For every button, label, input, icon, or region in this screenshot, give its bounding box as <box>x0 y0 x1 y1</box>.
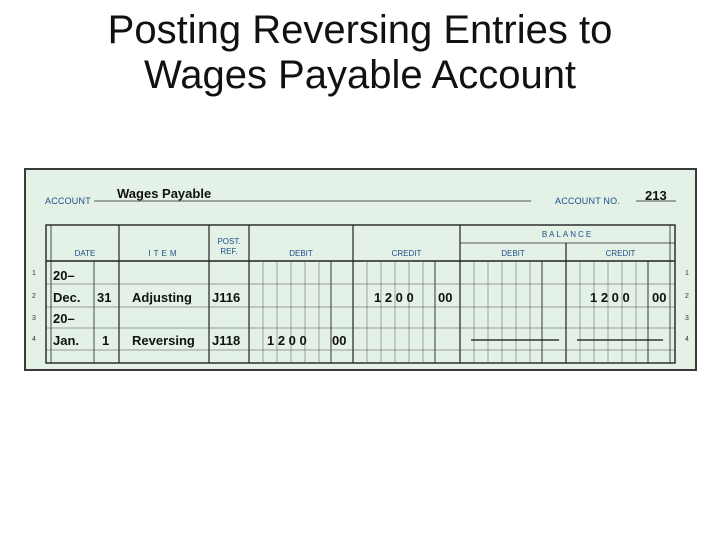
line-number-left: 3 <box>32 315 36 322</box>
row-2-credit: 1 2 0 0 <box>374 290 414 305</box>
header-item: ITEM <box>148 249 180 258</box>
line-number-left: 1 <box>32 270 36 277</box>
slide-title <box>0 8 720 98</box>
line-number-right: 3 <box>685 315 689 322</box>
header-balance-debit: DEBIT <box>501 249 525 258</box>
account-name: Wages Payable <box>117 186 212 201</box>
row-4-month: Jan. <box>53 333 80 348</box>
line-number-left: 2 <box>32 293 36 300</box>
row-4-ref: J118 <box>212 333 241 348</box>
header-date: DATE <box>74 249 96 258</box>
row-2-credit-cents: 00 <box>438 290 453 305</box>
header-post-ref-1: POST. <box>217 237 241 246</box>
account-label: ACCOUNT <box>45 196 91 206</box>
row-2-day: 31 <box>97 290 112 305</box>
line-number-right: 4 <box>685 336 689 343</box>
header-balance-credit: CREDIT <box>605 249 636 258</box>
line-number-right: 2 <box>685 293 689 300</box>
title-line-1: Posting Reversing Entries to <box>107 8 613 52</box>
line-number-right: 1 <box>685 270 689 277</box>
row-2-month: Dec. <box>53 290 81 305</box>
title-line-2: Wages Payable Account <box>143 53 577 97</box>
row-2-balance-credit-cents: 00 <box>652 290 667 305</box>
account-no-label: ACCOUNT NO. <box>555 196 621 206</box>
row-2-balance-credit: 1 2 0 0 <box>590 290 630 305</box>
ledger-form <box>24 168 697 371</box>
row-4-debit: 1 2 0 0 <box>267 333 307 348</box>
header-post-ref-2: REF. <box>220 247 238 256</box>
row-1-month: 20– <box>53 268 75 283</box>
row-4-debit-cents: 00 <box>332 333 347 348</box>
row-4-item: Reversing <box>132 333 195 348</box>
line-number-left: 4 <box>32 336 36 343</box>
row-3-month: 20– <box>53 311 75 326</box>
header-balance: BALANCE <box>541 230 594 239</box>
account-number: 213 <box>645 188 667 203</box>
row-4-day: 1 <box>102 333 110 348</box>
header-debit: DEBIT <box>289 249 313 258</box>
header-credit: CREDIT <box>391 249 422 258</box>
row-2-item: Adjusting <box>132 290 192 305</box>
row-2-ref: J116 <box>212 290 241 305</box>
